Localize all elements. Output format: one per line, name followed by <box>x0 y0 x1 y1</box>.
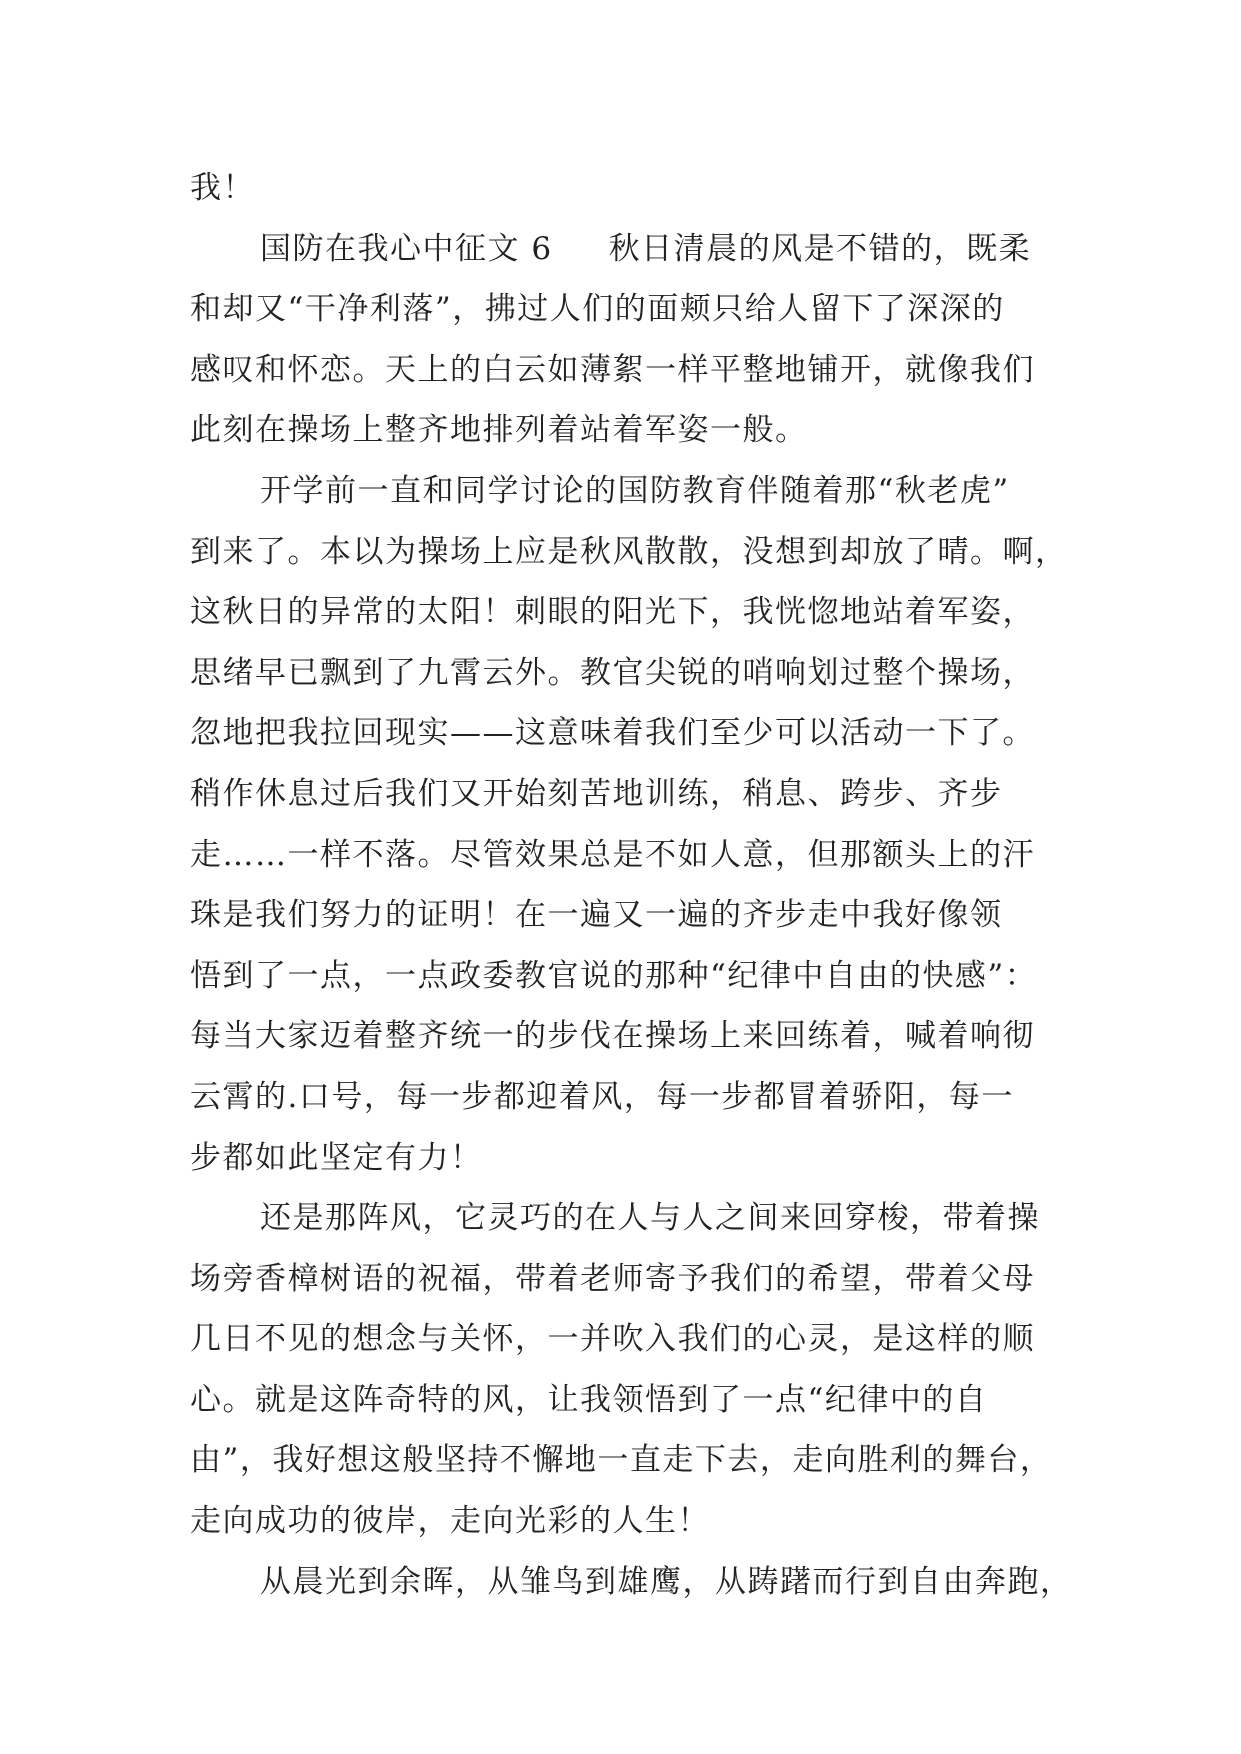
text-line: 走……一样不落。尽管效果总是不如人意，但那额头上的汗 <box>190 836 1035 873</box>
text-line: 步都如此坚定有力！ <box>190 1139 483 1176</box>
text-line <box>190 219 1070 280</box>
text-line: 我！ <box>190 170 255 206</box>
text-line: 忽地把我拉回现实——这意味着我们至少可以活动一下了。 <box>190 715 1035 752</box>
text-line: 珠是我们努力的证明！在一遍又一遍的齐步走中我好像领 <box>190 897 1003 934</box>
text-line: 由”，我好想这般坚持不懈地一直走下去，走向胜利的舞台， <box>190 1442 1053 1479</box>
text-line-segment: 秋日清晨的风是不错的，既柔 <box>608 230 1032 267</box>
text-line: 心。就是这阵奇特的风，让我领悟到了一点“纪律中的自 <box>190 1381 988 1418</box>
text-line: 和却又“干净利落”，拂过人们的面颊只给人留下了深深的 <box>190 291 1005 328</box>
text-line: 几日不见的想念与关怀，一并吹入我们的心灵，是这样的顺 <box>190 1321 1035 1358</box>
text-line-segment: 从晨光到余晖，从雏鸟到雄鹰，从踌躇而行到自由奔跑， <box>260 1563 1073 1600</box>
text-line-segment: 还是那阵风，它灵巧的在人与人之间来回穿梭，带着操 <box>260 1200 1040 1237</box>
text-line: 到来了。本以为操场上应是秋风散散，没想到却放了晴。啊， <box>190 533 1068 570</box>
text-line: 稍作休息过后我们又开始刻苦地训练，稍息、跨步、齐步 <box>190 775 1003 812</box>
text-line <box>190 1188 1070 1249</box>
text-line-segment: 开学前一直和同学讨论的国防教育伴随着那“秋老虎” <box>260 472 1010 509</box>
essay-heading: 国防在我心中征文 6 <box>260 230 553 267</box>
text-line: 云霄的.口号，每一步都迎着风，每一步都冒着骄阳，每一 <box>190 1078 1014 1115</box>
text-line: 每当大家迈着整齐统一的步伐在操场上来回练着，喊着响彻 <box>190 1018 1035 1055</box>
text-line: 思绪早已飘到了九霄云外。教官尖锐的哨响划过整个操场， <box>190 654 1035 691</box>
text-line: 感叹和怀恋。天上的白云如薄絮一样平整地铺开，就像我们 <box>190 351 1035 388</box>
text-line <box>190 461 1070 522</box>
document-body <box>190 158 1073 1612</box>
text-line: 走向成功的彼岸，走向光彩的人生！ <box>190 1503 710 1540</box>
text-line <box>190 1552 1073 1613</box>
text-line: 场旁香樟树语的祝福，带着老师寄予我们的希望，带着父母 <box>190 1260 1035 1297</box>
text-line: 这秋日的异常的太阳！刺眼的阳光下，我恍惚地站着军姿， <box>190 594 1035 631</box>
text-line: 悟到了一点，一点政委教官说的那种“纪律中自由的快感”： <box>190 957 1038 994</box>
text-line: 此刻在操场上整齐地排列着站着军姿一般。 <box>190 412 808 449</box>
